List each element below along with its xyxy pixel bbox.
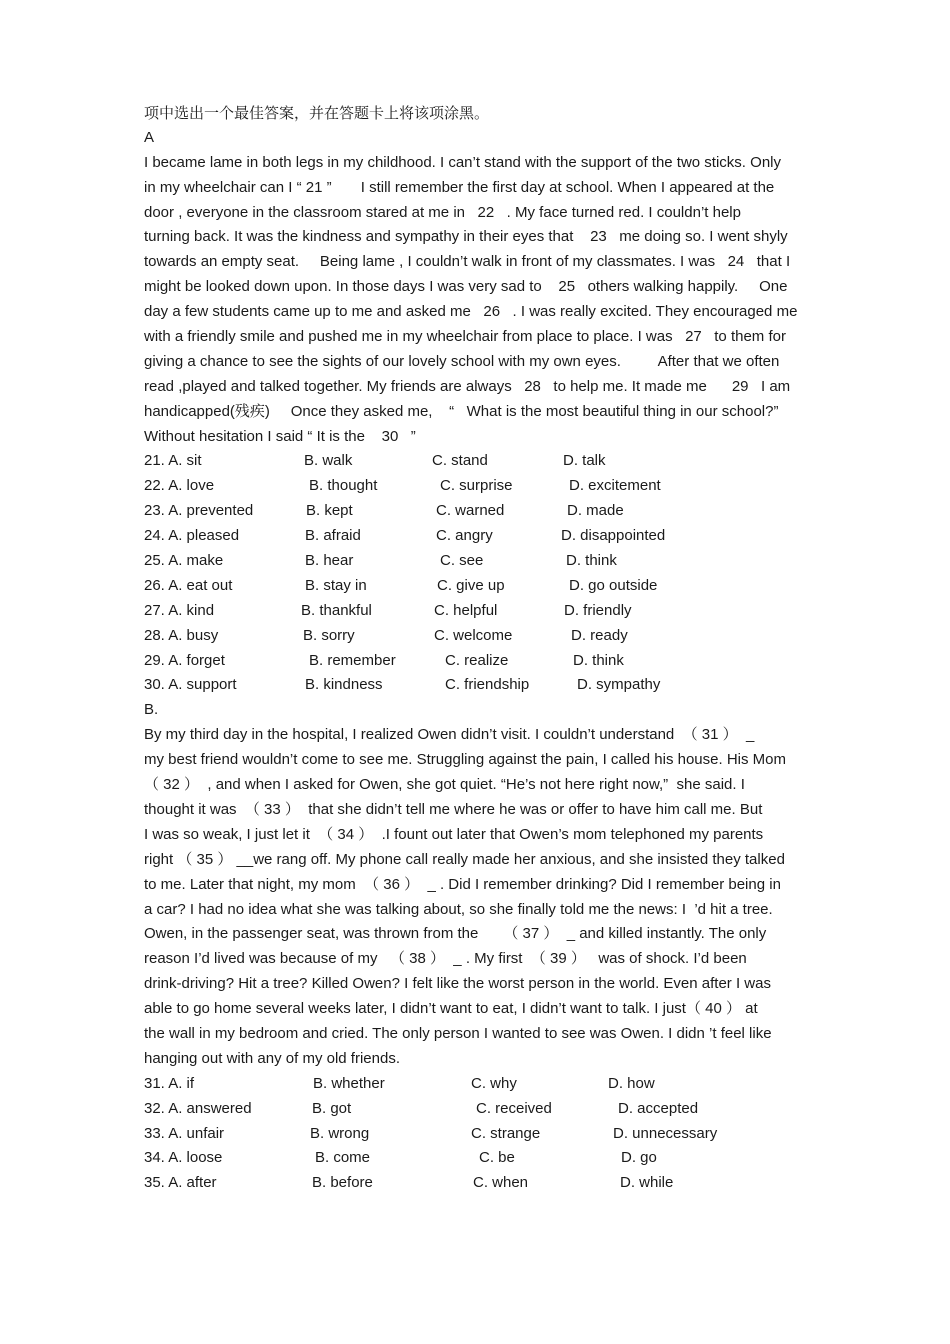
question-row bbox=[144, 574, 816, 599]
passage-line: might be looked down upon. In those days I was very sad to 25 others walking happily. One bbox=[144, 278, 788, 296]
option-c: C. warned bbox=[436, 502, 505, 520]
section-b-label: B. bbox=[144, 701, 159, 719]
question-option-a: 33. A. unfair bbox=[144, 1124, 225, 1142]
passage-line: towards an empty seat. Being lame , I couldn’t walk in front of my classmates. I was 24 that I bbox=[144, 253, 791, 271]
option-b: B. before bbox=[312, 1174, 373, 1192]
option-b: B. wrong bbox=[310, 1124, 370, 1142]
option-d: D. how bbox=[608, 1074, 655, 1092]
option-b: B. hear bbox=[305, 552, 354, 570]
option-b: B. kept bbox=[306, 502, 353, 520]
passage-line: I became lame in both legs in my childhood. I can’t stand with the support of the two sticks. Only bbox=[144, 153, 781, 171]
question-row bbox=[144, 673, 816, 698]
section-a-passage bbox=[144, 151, 816, 450]
option-d: D. go bbox=[621, 1149, 657, 1167]
option-d: D. talk bbox=[563, 452, 606, 470]
option-c: C. why bbox=[471, 1074, 517, 1092]
option-c: C. received bbox=[476, 1099, 552, 1117]
option-c: C. stand bbox=[432, 452, 488, 470]
passage-line: Owen, in the passenger seat, was thrown from the （ 37 ） _ and killed instantly. The only bbox=[144, 925, 767, 943]
question-option-a: 23. A. prevented bbox=[144, 502, 254, 520]
section-a-label: A bbox=[144, 128, 155, 146]
option-c: C. angry bbox=[436, 527, 493, 545]
option-b: B. kindness bbox=[305, 676, 383, 694]
option-c: C. when bbox=[473, 1174, 529, 1192]
question-option-a: 26. A. eat out bbox=[144, 576, 233, 594]
passage-line: door , everyone in the classroom stared at me in 22 . My face turned red. I couldn’t help bbox=[144, 203, 741, 221]
option-c: C. realize bbox=[445, 651, 509, 669]
section-b-passage bbox=[144, 723, 816, 1071]
option-d: D. disappointed bbox=[561, 527, 666, 545]
question-option-a: 32. A. answered bbox=[144, 1099, 252, 1117]
option-b: B. whether bbox=[313, 1074, 385, 1092]
option-c: C. be bbox=[479, 1149, 515, 1167]
question-row bbox=[144, 1146, 816, 1171]
option-b: B. stay in bbox=[305, 576, 367, 594]
question-row bbox=[144, 649, 816, 674]
question-option-a: 29. A. forget bbox=[144, 651, 225, 669]
option-b: B. come bbox=[315, 1149, 371, 1167]
question-row bbox=[144, 524, 816, 549]
option-d: D. while bbox=[620, 1174, 674, 1192]
question-option-a: 28. A. busy bbox=[144, 626, 219, 644]
option-d: D. made bbox=[567, 502, 624, 520]
passage-line: thought it was （ 33 ） that she didn’t tell me where he was or offer to have him call me. But bbox=[144, 800, 763, 818]
passage-line: hanging out with any of my old friends. bbox=[144, 1049, 400, 1067]
option-d: D. go outside bbox=[569, 576, 658, 594]
passage-line: （ 32 ） , and when I asked for Owen, she got quiet. “He’s not here right now,” she said. I bbox=[144, 776, 745, 794]
option-c: C. friendship bbox=[445, 676, 530, 694]
option-c: C. surprise bbox=[440, 477, 513, 495]
option-b: B. sorry bbox=[303, 626, 355, 644]
passage-line: my best friend wouldn’t come to see me. Struggling against the pain, I called his house. His Mom bbox=[144, 751, 786, 769]
option-d: D. accepted bbox=[618, 1099, 699, 1117]
option-d: D. excitement bbox=[569, 477, 661, 495]
option-c: C. strange bbox=[471, 1124, 541, 1142]
passage-line: By my third day in the hospital, I realized Owen didn’t visit. I couldn’t understand （ 31 ） _ bbox=[144, 726, 755, 744]
question-option-a: 34. A. loose bbox=[144, 1149, 223, 1167]
option-b: B. thankful bbox=[301, 601, 372, 619]
option-c: C. see bbox=[440, 552, 484, 570]
question-row bbox=[144, 474, 816, 499]
question-row bbox=[144, 1072, 816, 1097]
option-b: B. got bbox=[312, 1099, 352, 1117]
passage-line: turning back. It was the kindness and sympathy in their eyes that 23 me doing so. I went shyly bbox=[144, 228, 788, 246]
option-d: D. sympathy bbox=[577, 676, 661, 694]
option-d: D. unnecessary bbox=[613, 1124, 718, 1142]
passage-line: reason I’d lived was because of my （ 38 ） _ . My first （ 39 ） was of shock. I’d been bbox=[144, 950, 747, 968]
passage-line: Without hesitation I said “ It is the 30 ” bbox=[144, 427, 416, 445]
question-option-a: 30. A. support bbox=[144, 676, 237, 694]
passage-line: read ,played and talked together. My friends are always 28 to help me. It made me 29 I am bbox=[144, 377, 791, 395]
question-row bbox=[144, 549, 816, 574]
option-d: D. ready bbox=[571, 626, 628, 644]
passage-line: in my wheelchair can I “ 21 ” I still remember the first day at school. When I appeared at the bbox=[144, 178, 775, 196]
option-c: C. give up bbox=[437, 576, 505, 594]
question-row bbox=[144, 1097, 816, 1122]
passage-line: drink-driving? Hit a tree? Killed Owen? I felt like the worst person in the world. Even after I was bbox=[144, 975, 771, 993]
option-d: D. think bbox=[566, 552, 617, 570]
question-row bbox=[144, 499, 816, 524]
option-c: C. welcome bbox=[434, 626, 513, 644]
passage-line: day a few students came up to me and asked me 26 . I was really excited. They encouraged me bbox=[144, 303, 798, 321]
question-option-a: 35. A. after bbox=[144, 1174, 217, 1192]
option-d: D. friendly bbox=[564, 601, 632, 619]
document-page bbox=[144, 101, 816, 1196]
passage-line: able to go home several weeks later, I didn’t want to eat, I didn’t want to talk. I just（ 40 ） at bbox=[144, 1000, 758, 1018]
passage-line: to me. Later that night, my mom （ 36 ） _ . Did I remember drinking? Did I remember being in bbox=[144, 875, 781, 893]
option-b: B. remember bbox=[309, 651, 396, 669]
passage-line: handicapped(残疾) Once they asked me, “ What is the most beautiful thing in our school?” bbox=[144, 402, 779, 420]
passage-line: I was so weak, I just let it （ 34 ） .I fount out later that Owen’s mom telephoned my parents bbox=[144, 825, 764, 843]
option-d: D. think bbox=[573, 651, 624, 669]
question-row bbox=[144, 624, 816, 649]
instructions-text: 项中选出一个最佳答案，并在答题卡上将该项涂黑。 bbox=[144, 104, 490, 122]
question-option-a: 21. A. sit bbox=[144, 452, 202, 470]
option-b: B. afraid bbox=[305, 527, 361, 545]
passage-line: giving a chance to see the sights of our lovely school with my own eyes. After that we often bbox=[144, 352, 780, 370]
section-a-questions bbox=[144, 449, 816, 698]
option-b: B. thought bbox=[309, 477, 378, 495]
passage-line: a car? I had no idea what she was talking about, so she finally told me the news: I ’d hit a tree. bbox=[144, 900, 773, 918]
question-row bbox=[144, 1171, 816, 1196]
question-option-a: 27. A. kind bbox=[144, 601, 215, 619]
question-option-a: 31. A. if bbox=[144, 1074, 195, 1092]
question-row bbox=[144, 599, 816, 624]
question-row bbox=[144, 449, 816, 474]
passage-line: the wall in my bedroom and cried. The only person I wanted to see was Owen. I didn ’t feel like bbox=[144, 1024, 772, 1042]
section-b-questions bbox=[144, 1072, 816, 1196]
passage-line: right （ 35 ） __we rang off. My phone call really made her anxious, and she insisted they talked bbox=[144, 850, 785, 868]
question-option-a: 22. A. love bbox=[144, 477, 215, 495]
passage-line: with a friendly smile and pushed me in my wheelchair from place to place. I was 27 to them for bbox=[144, 328, 786, 346]
question-option-a: 24. A. pleased bbox=[144, 527, 240, 545]
option-b: B. walk bbox=[304, 452, 353, 470]
question-option-a: 25. A. make bbox=[144, 552, 224, 570]
question-row bbox=[144, 1122, 816, 1147]
option-c: C. helpful bbox=[434, 601, 498, 619]
